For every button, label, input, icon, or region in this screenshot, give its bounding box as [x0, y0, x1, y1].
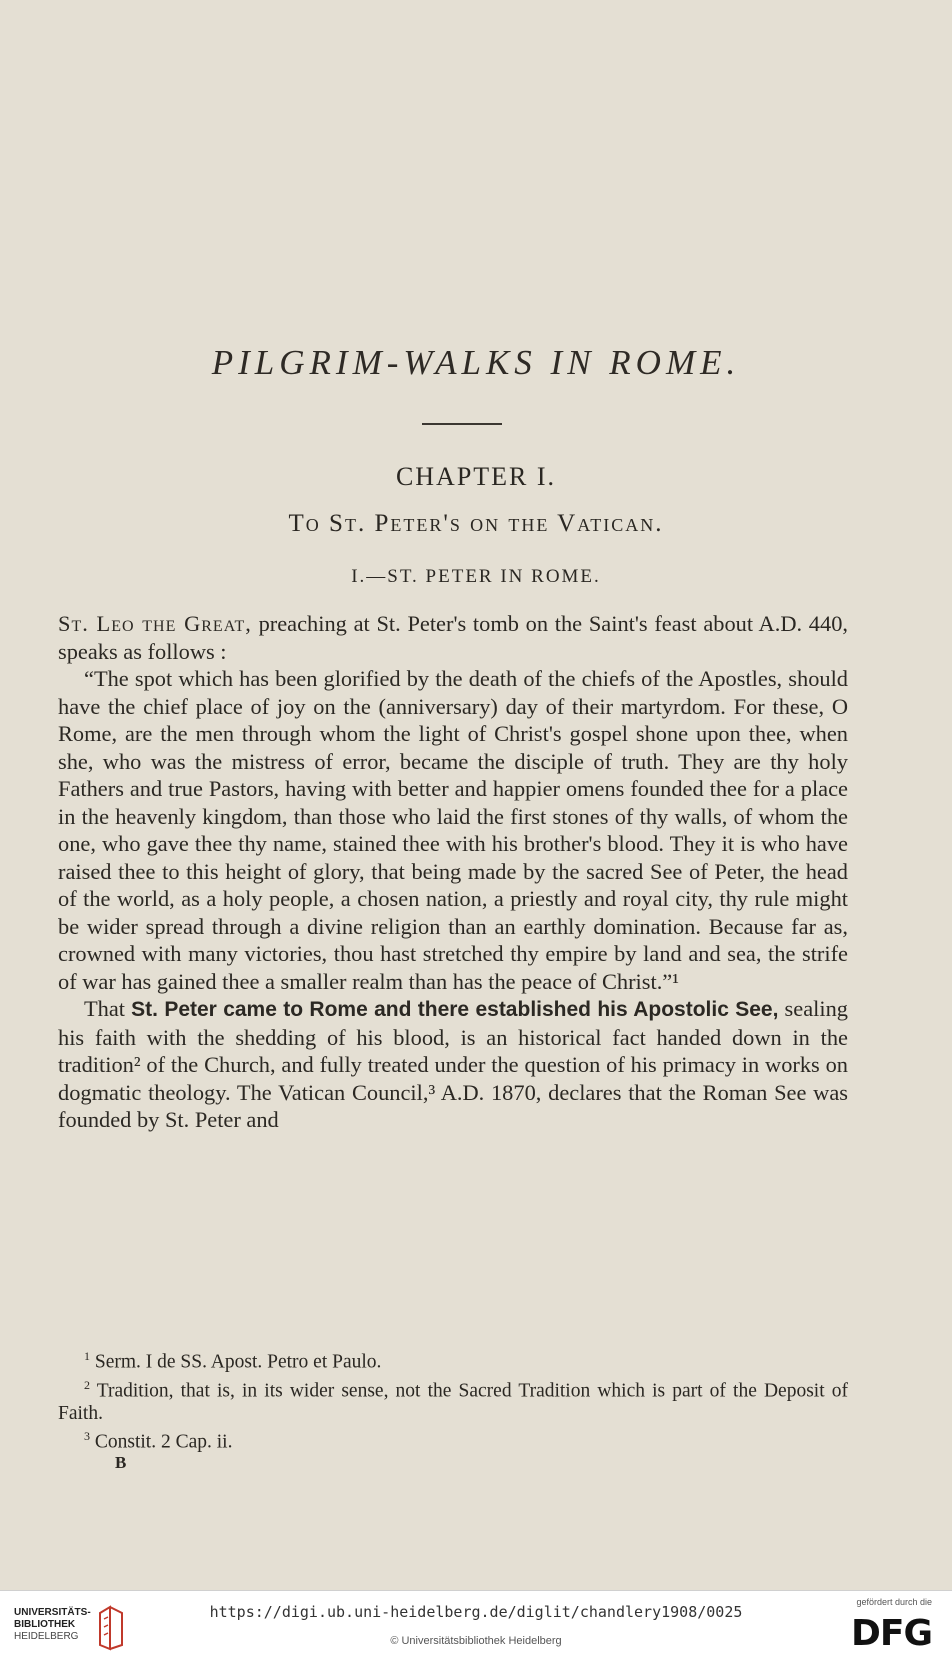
permalink-url[interactable]: https://digi.ub.uni-heidelberg.de/diglit/chandlery1908/0025	[209, 1603, 743, 1621]
chapter-title: To St. Peter's on the Vatican.	[288, 510, 664, 537]
footnote-1-text: Serm. I de SS. Apost. Petro et Paulo.	[94, 1351, 382, 1373]
book-title: PILGRIM-WALKS IN ROME.	[211, 343, 741, 382]
library-line-3: HEIDELBERG	[14, 1631, 79, 1642]
library-line-2: BIBLIOTHEK	[14, 1619, 76, 1630]
paragraph-3	[58, 995, 848, 1134]
footnote-2-number: 2	[84, 1377, 90, 1392]
footnote-1	[58, 1345, 848, 1374]
copyright-text: © Universitätsbibliothek Heidelberg	[390, 1635, 562, 1647]
library-line-1: UNIVERSITÄTS-	[14, 1607, 91, 1618]
footnote-2-text: Tradition, that is, in its wider sense, not the Sacred Tradition which is part of the Deposit of Faith.	[58, 1380, 848, 1424]
title-rule	[422, 423, 502, 425]
footnote-3	[58, 1425, 848, 1454]
footnote-3-text: Constit. 2 Cap. ii.	[94, 1431, 233, 1453]
bold-phrase: St. Peter came to Rome and there established his Apostolic See,	[131, 998, 779, 1021]
dfg-logo[interactable]: DFG	[850, 1613, 932, 1654]
small-caps-opening: St. Leo the Great,	[58, 611, 252, 636]
paragraph-1-text: preaching at St. Peter's tomb on the Saint's feast about A.D. 440, speaks as follows :	[58, 611, 848, 664]
signature-mark: B	[115, 1453, 127, 1472]
viewer-footer	[0, 1590, 952, 1660]
paragraph-3-start: That	[84, 996, 132, 1021]
chapter-heading: CHAPTER I.	[395, 462, 557, 491]
paragraph-3-text: sealing his faith with the shedding of his blood, is an historical fact handed down in the tradition² of the Church, and fully treated under the question of his primacy in works on dogmatic theology. The Vatican Council,³ A.D. 1870, declares that the Roman See was founded by St. Peter and	[58, 996, 848, 1132]
paragraph-1	[58, 610, 848, 665]
footnote-3-number: 3	[84, 1429, 90, 1443]
paragraph-2: “The spot which has been glorified by the death of the chiefs of the Apostles, should have the chief place of joy on the (anniversary) day of their martyrdom. For these, O Rome, are the men through whom the light of Christ's gospel shone upon thee, when she, who was the mistress of error, became the disciple of truth. They are thy holy Fathers and true Pastors, having with better and happier omens founded thee for a place in the heavenly kingdom, than those who laid the first stones of thy walls, of whom the one, who gave thee thy name, stained thee with his brother's blood. They it is who have raised thee to this height of glory, that being made by the sacred See of Peter, the head of the world, as a holy people, a chosen nation, a priestly and royal city, thy rule might be wider spread through a divine religion than an earthly domination. Because far as, crowned with many victories, thou hast stretched thy empire by land and sea, the strife of war has gained thee a smaller realm than has the peace of Christ.”¹	[58, 666, 848, 994]
dfg-funding-label: gefördert durch die	[856, 1597, 932, 1607]
footnotes	[58, 1345, 848, 1454]
body-text	[58, 610, 848, 1134]
footnote-1-number: 1	[84, 1349, 90, 1363]
section-heading: I.—ST. PETER IN ROME.	[351, 566, 601, 587]
footnote-2	[58, 1374, 848, 1426]
